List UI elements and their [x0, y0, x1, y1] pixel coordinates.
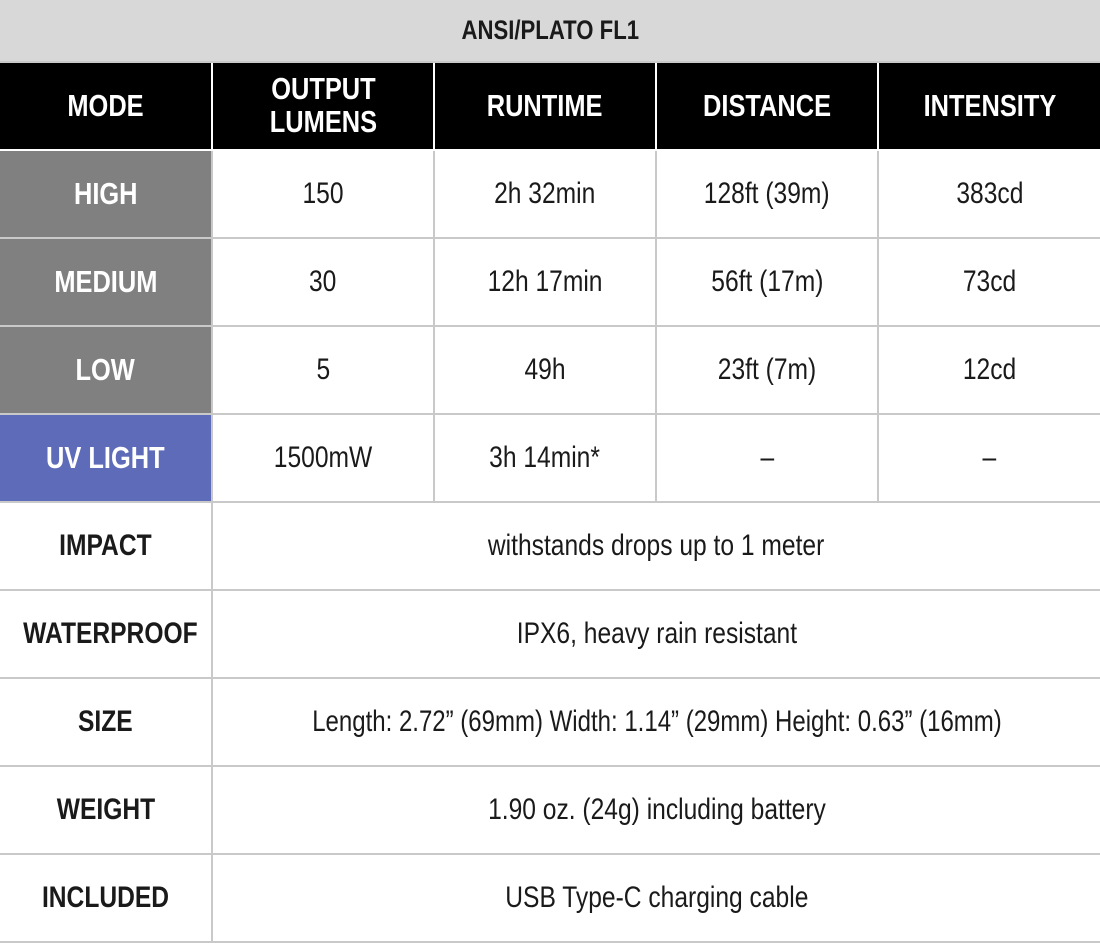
- output-value: 1500mW: [212, 414, 434, 502]
- mode-row-medium: [0, 238, 1100, 326]
- spec-label: WATERPROOF: [0, 590, 212, 678]
- header-runtime: RUNTIME: [434, 62, 656, 150]
- distance-value: –: [656, 414, 878, 502]
- table-title: ANSI/PLATO FL1: [0, 0, 1100, 62]
- mode-label: HIGH: [0, 150, 212, 238]
- header-output-lumens: [212, 62, 434, 150]
- header-mode: MODE: [0, 62, 212, 150]
- intensity-value: 12cd: [878, 326, 1100, 414]
- spec-label: IMPACT: [0, 502, 212, 590]
- spec-row-included: [0, 854, 1100, 942]
- intensity-value: 73cd: [878, 238, 1100, 326]
- spec-label: WEIGHT: [0, 766, 212, 854]
- header-intensity: INTENSITY: [878, 62, 1100, 150]
- mode-row-uv-light: [0, 414, 1100, 502]
- runtime-value: 2h 32min: [434, 150, 656, 238]
- output-value: 5: [212, 326, 434, 414]
- distance-value: 56ft (17m): [656, 238, 878, 326]
- mode-row-low: [0, 326, 1100, 414]
- mode-label: UV LIGHT: [0, 414, 212, 502]
- output-value: 150: [212, 150, 434, 238]
- spec-value: Length: 2.72” (69mm) Width: 1.14” (29mm) Height: 0.63” (16mm): [212, 678, 1100, 766]
- runtime-value: 49h: [434, 326, 656, 414]
- runtime-value: 3h 14min*: [434, 414, 656, 502]
- distance-value: 128ft (39m): [656, 150, 878, 238]
- header-distance: DISTANCE: [656, 62, 878, 150]
- spec-row-impact: [0, 502, 1100, 590]
- spec-value: IPX6, heavy rain resistant: [212, 590, 1100, 678]
- spec-label: INCLUDED: [0, 854, 212, 942]
- header-output-lumens-text: OUTPUT LUMENS: [269, 71, 377, 139]
- spec-value: 1.90 oz. (24g) including battery: [212, 766, 1100, 854]
- spec-value: withstands drops up to 1 meter: [212, 502, 1100, 590]
- title-row: [0, 0, 1100, 62]
- distance-value: 23ft (7m): [656, 326, 878, 414]
- header-row: [0, 62, 1100, 150]
- spec-value: USB Type-C charging cable: [212, 854, 1100, 942]
- output-value: 30: [212, 238, 434, 326]
- spec-row-weight: [0, 766, 1100, 854]
- mode-row-high: [0, 150, 1100, 238]
- intensity-value: 383cd: [878, 150, 1100, 238]
- spec-row-waterproof: [0, 590, 1100, 678]
- mode-label: LOW: [0, 326, 212, 414]
- spec-label: SIZE: [0, 678, 212, 766]
- spec-row-size: [0, 678, 1100, 766]
- mode-label: MEDIUM: [0, 238, 212, 326]
- intensity-value: –: [878, 414, 1100, 502]
- runtime-value: 12h 17min: [434, 238, 656, 326]
